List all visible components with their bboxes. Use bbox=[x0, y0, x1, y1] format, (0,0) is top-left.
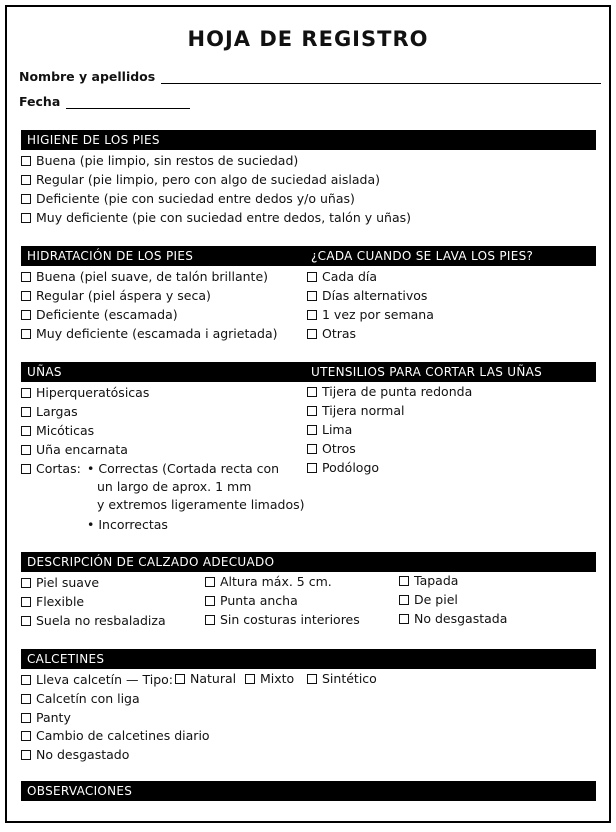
hydration-option-deficient[interactable]: Deficiente (escamada) bbox=[21, 307, 178, 323]
page-title: HOJA DE REGISTRO bbox=[187, 27, 429, 51]
checkbox-icon[interactable] bbox=[21, 194, 31, 204]
checkbox-icon[interactable] bbox=[21, 156, 31, 166]
footwear-option-max-height[interactable]: Altura máx. 5 cm. bbox=[205, 574, 332, 590]
hygiene-option-deficient[interactable]: Deficiente (pie con suciedad entre dedos y/o uñas) bbox=[21, 191, 355, 207]
footwear-option-closed[interactable]: Tapada bbox=[399, 573, 458, 589]
footwear-option-flexible[interactable]: Flexible bbox=[21, 594, 84, 610]
socks-option-daily-change[interactable]: Cambio de calcetines diario bbox=[21, 728, 210, 744]
checkbox-icon[interactable] bbox=[21, 213, 31, 223]
checkbox-icon[interactable] bbox=[399, 576, 409, 586]
checkbox-icon[interactable] bbox=[205, 577, 215, 587]
socks-header: CALCETINES bbox=[27, 652, 105, 666]
socks-type-natural[interactable]: Natural bbox=[175, 671, 236, 687]
footwear-option-soft-leather[interactable]: Piel suave bbox=[21, 575, 99, 591]
checkbox-icon[interactable] bbox=[21, 464, 31, 474]
checkbox-icon[interactable] bbox=[21, 426, 31, 436]
nails-option-long[interactable]: Largas bbox=[21, 404, 78, 420]
nails-header: UÑAS bbox=[27, 365, 62, 379]
checkbox-icon[interactable] bbox=[21, 407, 31, 417]
washing-option-alternate[interactable]: Días alternativos bbox=[307, 288, 427, 304]
socks-type-mixed[interactable]: Mixto bbox=[245, 671, 294, 687]
checkbox-icon[interactable] bbox=[21, 388, 31, 398]
checkbox-icon[interactable] bbox=[399, 614, 409, 624]
checkbox-icon[interactable] bbox=[21, 310, 31, 320]
checkbox-icon[interactable] bbox=[21, 272, 31, 282]
checkbox-icon[interactable] bbox=[399, 595, 409, 605]
date-input-line[interactable] bbox=[66, 96, 190, 109]
name-label: Nombre y apellidos bbox=[19, 69, 156, 84]
checkbox-icon[interactable] bbox=[21, 175, 31, 185]
checkbox-icon[interactable] bbox=[21, 329, 31, 339]
socks-option-garter[interactable]: Calcetín con liga bbox=[21, 691, 140, 707]
hygiene-header: HIGIENE DE LOS PIES bbox=[27, 133, 160, 147]
footwear-option-seamless[interactable]: Sin costuras interiores bbox=[205, 612, 360, 628]
nails-short-correct[interactable]: • Correctas (Cortada recta con bbox=[87, 461, 280, 476]
nails-short-correct-detail-1: un largo de aprox. 1 mm bbox=[97, 479, 252, 494]
checkbox-icon[interactable] bbox=[175, 674, 185, 684]
name-input-line[interactable] bbox=[161, 71, 601, 84]
tools-option-round-scissors[interactable]: Tijera de punta redonda bbox=[307, 384, 472, 400]
checkbox-icon[interactable] bbox=[21, 713, 31, 723]
footwear-option-leather[interactable]: De piel bbox=[399, 592, 458, 608]
nails-option-mycotic[interactable]: Micóticas bbox=[21, 423, 94, 439]
checkbox-icon[interactable] bbox=[21, 578, 31, 588]
tools-option-podiatrist[interactable]: Podólogo bbox=[307, 460, 379, 476]
socks-option-not-worn[interactable]: No desgastado bbox=[21, 747, 129, 763]
checkbox-icon[interactable] bbox=[307, 329, 317, 339]
tools-header: UTENSILIOS PARA CORTAR LAS UÑAS bbox=[311, 365, 543, 379]
checkbox-icon[interactable] bbox=[21, 731, 31, 741]
hydration-header-bar bbox=[21, 246, 596, 266]
checkbox-icon[interactable] bbox=[307, 387, 317, 397]
checkbox-icon[interactable] bbox=[307, 444, 317, 454]
date-label: Fecha bbox=[19, 94, 61, 109]
washing-option-weekly[interactable]: 1 vez por semana bbox=[307, 307, 434, 323]
hygiene-option-regular[interactable]: Regular (pie limpio, pero con algo de suciedad aislada) bbox=[21, 172, 380, 188]
socks-header-bar bbox=[21, 649, 596, 669]
socks-option-wears-socks[interactable]: Lleva calcetín — Tipo: bbox=[21, 672, 173, 688]
checkbox-icon[interactable] bbox=[205, 596, 215, 606]
nails-option-ingrown[interactable]: Uña encarnata bbox=[21, 442, 128, 458]
hygiene-option-good[interactable]: Buena (pie limpio, sin restos de suciedad) bbox=[21, 153, 298, 169]
nails-option-hyperkeratotic[interactable]: Hiperqueratósicas bbox=[21, 385, 149, 401]
checkbox-icon[interactable] bbox=[205, 615, 215, 625]
nails-option-short[interactable]: Cortas: bbox=[21, 461, 81, 477]
footwear-header: DESCRIPCIÓN DE CALZADO ADECUADO bbox=[27, 555, 275, 569]
hydration-option-good[interactable]: Buena (piel suave, de talón brillante) bbox=[21, 269, 268, 285]
tools-option-normal-scissors[interactable]: Tijera normal bbox=[307, 403, 404, 419]
checkbox-icon[interactable] bbox=[21, 291, 31, 301]
footwear-option-non-slip-sole[interactable]: Suela no resbaladiza bbox=[21, 613, 166, 629]
checkbox-icon[interactable] bbox=[21, 694, 31, 704]
checkbox-icon[interactable] bbox=[245, 674, 255, 684]
date-field bbox=[19, 94, 190, 109]
checkbox-icon[interactable] bbox=[307, 272, 317, 282]
nails-header-bar bbox=[21, 362, 596, 382]
washing-option-other[interactable]: Otras bbox=[307, 326, 356, 342]
footwear-option-not-worn[interactable]: No desgastada bbox=[399, 611, 507, 627]
checkbox-icon[interactable] bbox=[307, 674, 317, 684]
checkbox-icon[interactable] bbox=[21, 445, 31, 455]
name-field bbox=[19, 69, 601, 84]
washing-header: ¿CADA CUANDO SE LAVA LOS PIES? bbox=[311, 249, 534, 263]
observations-header-bar bbox=[21, 781, 596, 801]
hydration-option-very-deficient[interactable]: Muy deficiente (escamada i agrietada) bbox=[21, 326, 278, 342]
checkbox-icon[interactable] bbox=[307, 406, 317, 416]
nails-short-incorrect[interactable]: • Incorrectas bbox=[87, 517, 168, 532]
checkbox-icon[interactable] bbox=[21, 597, 31, 607]
checkbox-icon[interactable] bbox=[307, 463, 317, 473]
tools-option-file[interactable]: Lima bbox=[307, 422, 352, 438]
tools-option-other[interactable]: Otros bbox=[307, 441, 356, 457]
checkbox-icon[interactable] bbox=[21, 616, 31, 626]
checkbox-icon[interactable] bbox=[307, 425, 317, 435]
registration-sheet bbox=[5, 5, 611, 823]
observations-header: OBSERVACIONES bbox=[27, 784, 133, 798]
hydration-option-regular[interactable]: Regular (piel áspera y seca) bbox=[21, 288, 211, 304]
nails-short-correct-detail-2: y extremos ligeramente limados) bbox=[97, 497, 305, 512]
hydration-header: HIDRATACIÓN DE LOS PIES bbox=[27, 249, 194, 263]
hygiene-option-very-deficient[interactable]: Muy deficiente (pie con suciedad entre dedos, talón y uñas) bbox=[21, 210, 411, 226]
footwear-option-wide-toe[interactable]: Punta ancha bbox=[205, 593, 298, 609]
footwear-header-bar bbox=[21, 552, 596, 572]
checkbox-icon[interactable] bbox=[307, 310, 317, 320]
hygiene-header-bar bbox=[21, 130, 596, 150]
checkbox-icon[interactable] bbox=[21, 750, 31, 760]
socks-type-synthetic[interactable]: Sintético bbox=[307, 671, 377, 687]
socks-option-pantyhose[interactable]: Panty bbox=[21, 710, 71, 726]
washing-option-daily[interactable]: Cada día bbox=[307, 269, 377, 285]
checkbox-icon[interactable] bbox=[21, 675, 31, 685]
checkbox-icon[interactable] bbox=[307, 291, 317, 301]
